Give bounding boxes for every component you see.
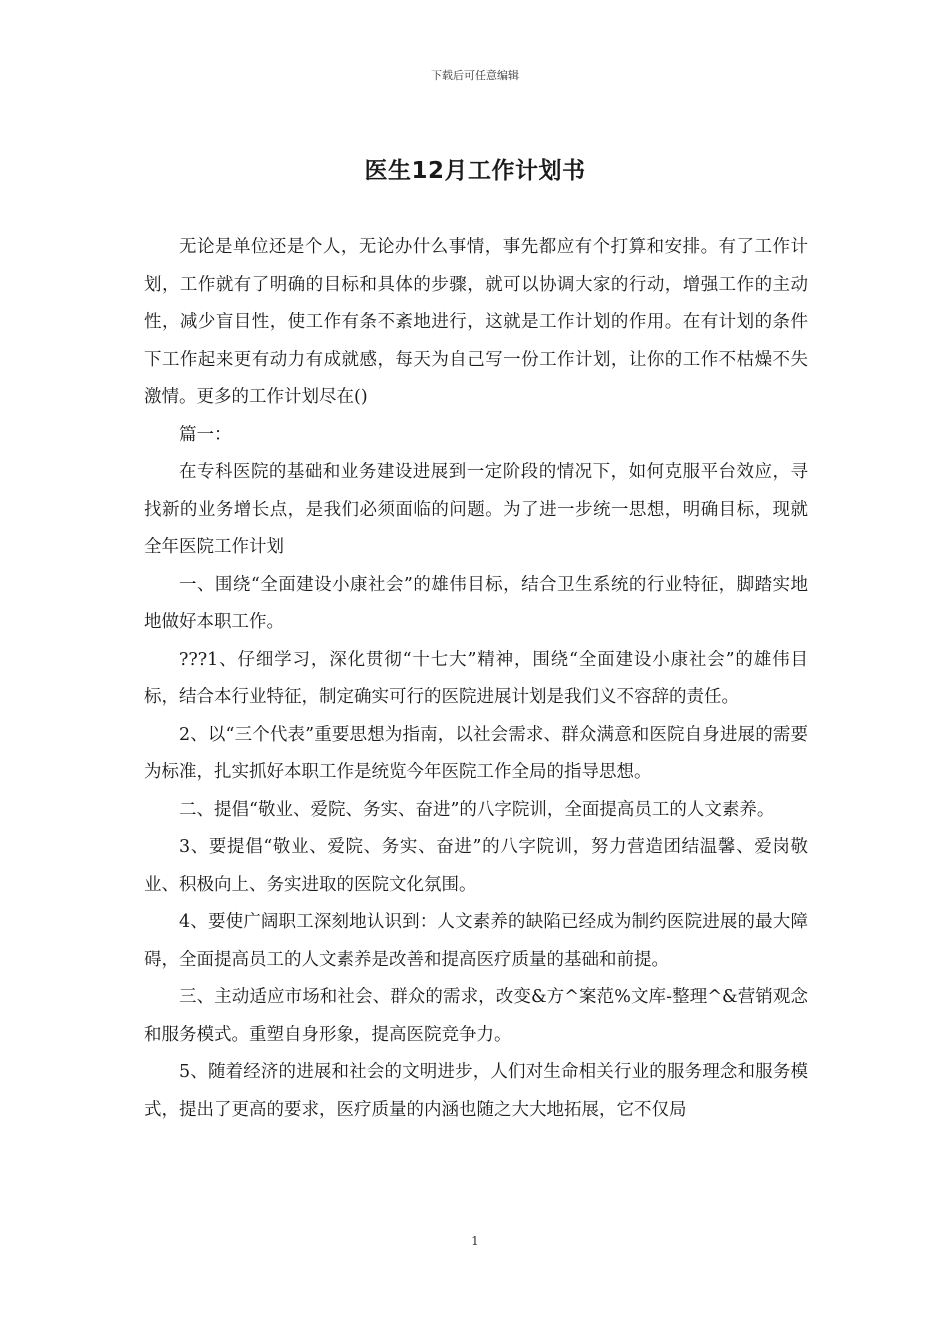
page-number: 1 — [471, 1234, 479, 1248]
paragraph-intro: 无论是单位还是个人，无论办什么事情，事先都应有个打算和安排。有了工作计划，工作就有了明确的目标和具体的步骤，就可以协调大家的行动，增强工作的主动性，减少盲目性，使工作有条不紊地进行，这就是工作计划的作用。在有计划的条件下工作起来更有动力有成就感，每天为自己写一份工作计划，让你的工作不枯燥不失激情。更多的工作计划尽在() — [144, 237, 808, 407]
paragraph-heading-one: 一、围绕“全面建设小康社会”的雄伟目标，结合卫生系统的行业特征，脚踏实地地做好本职工作。 — [144, 574, 808, 632]
header-note: 下载后可任意编辑 — [431, 69, 519, 82]
document-title: 医生12月工作计划书 — [364, 158, 586, 184]
paragraph: 在专科医院的基础和业务建设进展到一定阶段的情况下，如何克服平台效应，寻找新的业务增长点，是我们必须面临的问题。为了进一步统一思想，明确目标，现就全年医院工作计划 — [144, 462, 808, 557]
paragraph-heading-two: 二、提倡“敬业、爱院、务实、奋进”的八字院训，全面提高员工的人文素养。 — [179, 799, 775, 820]
paragraph-item-2: 2、以“三个代表”重要思想为指南，以社会需求、群众满意和医院自身进展的需要为标准，扎实抓好本职工作是统览今年医院工作全局的指导思想。 — [144, 724, 808, 782]
paragraph-section-heading: 篇一： — [179, 424, 232, 445]
paragraph-item-3: 3、要提倡“敬业、爱院、务实、奋进”的八字院训，努力营造团结温馨、爱岗敬业、积极向上、务实进取的医院文化氛围。 — [144, 837, 808, 895]
paragraph-item-1: ???1、仔细学习，深化贯彻“十七大”精神，围绕“全面建设小康社会”的雄伟目标，结合本行业特征，制定确实可行的医院进展计划是我们义不容辞的责任。 — [144, 649, 808, 707]
paragraph-heading-three: 三、主动适应市场和社会、群众的需求，改变&方^案范%文库-整理^&营销观念和服务模式。重塑自身形象，提高医院竞争力。 — [144, 987, 808, 1045]
document-body — [144, 229, 808, 1129]
paragraph-item-4: 4、要使广阔职工深刻地认识到：人文素养的缺陷已经成为制约医院进展的最大障碍，全面提高员工的人文素养是改善和提高医疗质量的基础和前提。 — [144, 912, 808, 970]
paragraph-item-5: 5、随着经济的进展和社会的文明进步，人们对生命相关行业的服务理念和服务模式，提出了更高的要求，医疗质量的内涵也随之大大地拓展，它不仅局 — [144, 1062, 808, 1120]
